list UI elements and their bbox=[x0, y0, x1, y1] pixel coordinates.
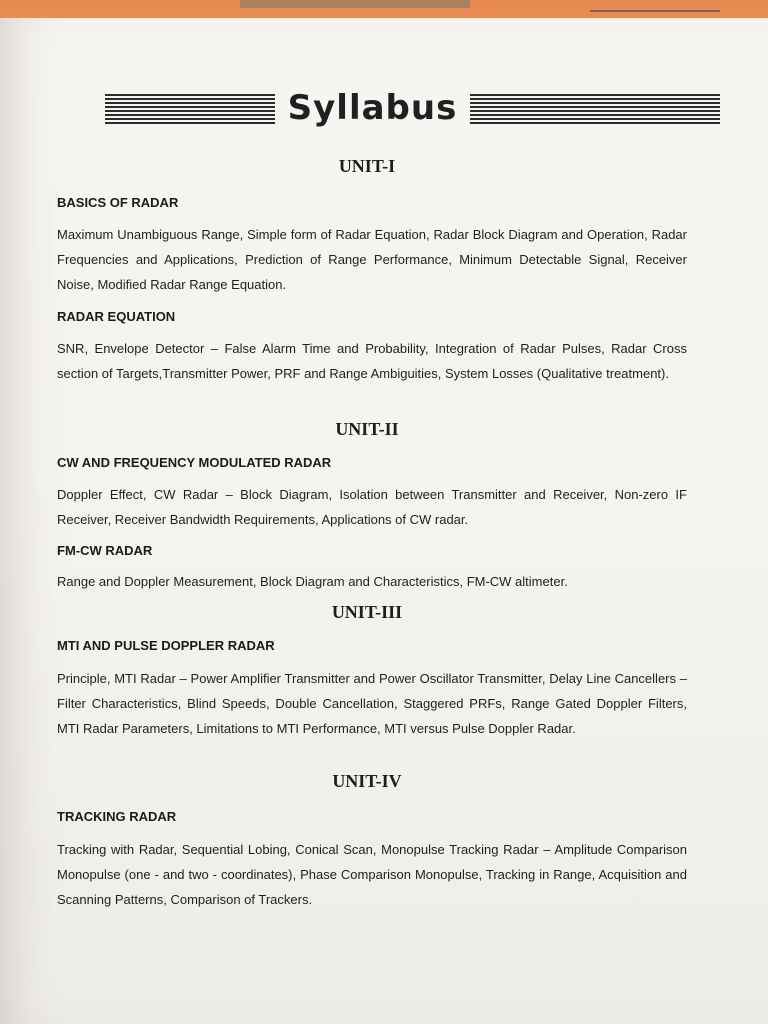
section-heading-radar-equation: RADAR EQUATION bbox=[57, 309, 176, 324]
page-title: Syllabus bbox=[287, 88, 458, 128]
unit-heading-1: UNIT-I bbox=[338, 156, 396, 176]
section-heading-mti-pulse-doppler: MTI AND PULSE DOPPLER RADAR bbox=[57, 638, 275, 653]
section-text-radar-equation: SNR, Envelope Detector – False Alarm Time and Probability, Integration of Radar Pulses, Radar Cross section of Targets,Transmitter Power, PRF and Range Ambiguities, System Losses (Qualitative treatment). bbox=[57, 341, 687, 381]
section-text-fm-cw-radar: Range and Doppler Measurement, Block Diagram and Characteristics, FM-CW altimeter. bbox=[57, 574, 568, 589]
section-heading-fm-cw-radar: FM-CW RADAR bbox=[57, 543, 153, 558]
title-banner bbox=[0, 88, 768, 132]
section-heading-cw-fm-radar: CW AND FREQUENCY MODULATED RADAR bbox=[57, 455, 332, 470]
section-text-mti-pulse-doppler: Principle, MTI Radar – Power Amplifier Transmitter and Power Oscillator Transmitter, Delay Line Cancellers – Filter Characteristics, Blind Speeds, Double Cancellation, Staggered PRFs, Range Gated Doppler Filters, MTI Radar Parameters, Limitations to MTI Performance, MTI versus Pulse Doppler Radar. bbox=[57, 671, 687, 736]
section-text-tracking-radar: Tracking with Radar, Sequential Lobing, Conical Scan, Monopulse Tracking Radar – Amplitude Comparison Monopulse (one - and two - coordinates), Phase Comparison Monopulse, Tracking in Range, Acquisition and Scanning Patterns, Comparison of Trackers. bbox=[57, 842, 687, 907]
unit-heading-4: UNIT-IV bbox=[332, 771, 402, 791]
title-stripes-left bbox=[105, 94, 275, 126]
section-text-basics-of-radar: Maximum Unambiguous Range, Simple form of Radar Equation, Radar Block Diagram and Operation, Radar Frequencies and Applications, Prediction of Range Performance, Minimum Detectable Signal, Receiver Noise, Modified Radar Range Equation. bbox=[57, 227, 687, 292]
title-stripes-right bbox=[470, 94, 720, 126]
top-edge-shadow bbox=[240, 0, 470, 8]
section-heading-tracking-radar: TRACKING RADAR bbox=[57, 809, 177, 824]
top-edge-line bbox=[590, 10, 720, 12]
section-text-cw-fm-radar: Doppler Effect, CW Radar – Block Diagram, Isolation between Transmitter and Receiver, Non-zero IF Receiver, Receiver Bandwidth Requirements, Applications of CW radar. bbox=[57, 487, 687, 527]
unit-heading-2: UNIT-II bbox=[335, 419, 399, 439]
section-heading-basics-of-radar: BASICS OF RADAR bbox=[57, 195, 179, 210]
unit-heading-3: UNIT-III bbox=[331, 602, 403, 622]
